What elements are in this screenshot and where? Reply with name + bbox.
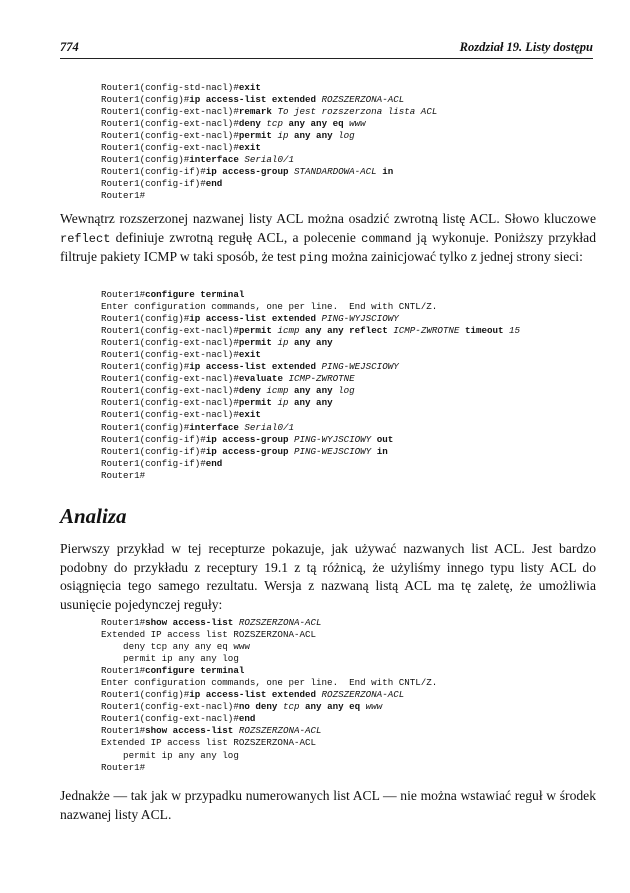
- code-command: deny: [238, 385, 267, 397]
- code-line: [101, 629, 437, 641]
- code-line: [101, 641, 437, 653]
- code-command: exit: [238, 409, 261, 421]
- code-line: [101, 385, 520, 397]
- code-line: [101, 434, 520, 446]
- inline-keyword: command: [361, 231, 412, 246]
- code-line: [101, 701, 437, 713]
- code-argument: ip: [277, 130, 294, 142]
- code-line: [101, 337, 520, 349]
- code-command: exit: [238, 142, 261, 154]
- code-line: [101, 737, 437, 749]
- code-line: [101, 289, 520, 301]
- code-line: [101, 470, 520, 482]
- code-line: [101, 178, 437, 190]
- code-line: [101, 373, 520, 385]
- page-header: [60, 38, 593, 59]
- code-prompt: Router1(config)#: [101, 361, 190, 373]
- code-command: in: [382, 166, 394, 178]
- code-prompt: Router1(config-std-nacl)#: [101, 82, 239, 93]
- code-prompt: Router1(config-ext-nacl)#: [101, 385, 239, 397]
- code-command: show access-list: [145, 617, 239, 628]
- code-command: end: [238, 713, 256, 725]
- code-prompt: Router1(config-ext-nacl)#: [101, 130, 239, 142]
- code-argument: www: [365, 701, 383, 713]
- code-command: in: [376, 445, 388, 457]
- code-prompt: Enter configuration commands, one per line. End with CNTL/Z.: [101, 301, 438, 313]
- code-argument: ROZSZERZONA-ACL: [321, 689, 405, 701]
- code-line: [101, 118, 437, 130]
- code-command: out: [376, 433, 394, 445]
- code-prompt: Router1(config-ext-nacl)#: [101, 397, 239, 409]
- code-line: [101, 725, 437, 737]
- code-line: [101, 190, 437, 202]
- code-block-2: [101, 289, 520, 482]
- code-prompt: Router1(config)#: [101, 94, 190, 106]
- inline-keyword: reflect: [60, 231, 111, 246]
- code-argument: PING-WEJSCIOWY: [293, 445, 377, 457]
- code-argument: ICMP-ZWROTNE: [393, 325, 465, 337]
- code-command: end: [205, 178, 223, 190]
- code-argument: log: [338, 385, 355, 397]
- code-prompt: Router1#: [101, 289, 146, 300]
- code-command: permit: [238, 337, 278, 349]
- code-prompt: Router1(config-if)#: [101, 445, 206, 457]
- code-command: any any: [294, 385, 339, 397]
- code-command: timeout: [464, 325, 510, 337]
- code-prompt: Router1(config-ext-nacl)#: [101, 118, 239, 130]
- paragraph-text: Wewnątrz rozszerzonej nazwanej listy ACL można osadzić zwrotną listę ACL. Słowo kluczowe: [60, 211, 596, 226]
- code-command: any any: [294, 337, 333, 349]
- code-prompt: Router1(config)#: [101, 154, 190, 166]
- code-argument: www: [349, 118, 366, 130]
- code-prompt: Router1(config-ext-nacl)#: [101, 325, 239, 337]
- code-argument: tcp: [282, 701, 306, 713]
- code-line: [101, 458, 520, 470]
- code-command: no deny: [238, 701, 283, 713]
- paragraph-note: Jednakże — tak jak w przypadku numerowanych list ACL — nie można wstawiać reguł w środek nazwanej listy ACL.: [60, 788, 596, 822]
- code-prompt: Router1(config)#: [101, 421, 190, 433]
- code-prompt: Router1#: [101, 190, 146, 202]
- code-argument: log: [338, 130, 355, 142]
- code-prompt: Router1#: [101, 725, 146, 737]
- code-block-3: [101, 617, 437, 774]
- code-argument: STANDARDOWA-ACL: [293, 166, 383, 178]
- code-command: exit: [238, 82, 261, 93]
- code-prompt: Router1#: [101, 665, 146, 677]
- code-line: [101, 313, 520, 325]
- code-command: any any eq: [288, 118, 350, 130]
- inline-keyword: ping: [299, 251, 329, 266]
- code-prompt: Router1(config-if)#: [101, 433, 206, 445]
- code-command: ip access-list extended: [189, 361, 322, 373]
- code-prompt: Router1(config-ext-nacl)#: [101, 106, 239, 118]
- code-line: [101, 166, 437, 178]
- code-argument: icmp: [277, 325, 306, 337]
- code-prompt: Router1(config-ext-nacl)#: [101, 337, 239, 349]
- code-prompt: Router1(config-ext-nacl)#: [101, 409, 239, 421]
- code-argument: 15: [509, 325, 521, 337]
- code-line: [101, 82, 437, 94]
- code-command: any any: [294, 397, 333, 409]
- code-command: evaluate: [238, 373, 289, 385]
- code-line: [101, 325, 520, 337]
- paragraph-text: definiuje zwrotną regułę ACL, a polecenie: [110, 229, 362, 245]
- code-command: ip access-list extended: [189, 689, 322, 701]
- code-command: any any eq: [305, 701, 366, 713]
- code-line: [101, 130, 437, 142]
- code-prompt: permit ip any any log: [101, 653, 239, 665]
- code-line: [101, 750, 437, 762]
- code-argument: ip: [277, 337, 294, 349]
- code-prompt: Router1(config-if)#: [101, 457, 206, 469]
- code-line: [101, 349, 520, 361]
- code-line: [101, 409, 520, 421]
- code-argument: tcp: [266, 118, 289, 130]
- paragraph-text: ją wykonuje. Poniższy przykład filtruje pakiety ICMP w taki sposób, że test: [60, 229, 596, 265]
- code-command: end: [205, 457, 223, 469]
- code-line: [101, 665, 437, 677]
- code-line: [101, 106, 437, 118]
- code-argument: PING-WEJSCIOWY: [321, 361, 399, 373]
- code-line: [101, 762, 437, 774]
- code-line: [101, 397, 520, 409]
- code-prompt: Router1(config)#: [101, 313, 190, 325]
- code-command: configure terminal: [145, 289, 245, 300]
- code-argument: ROZSZERZONA-ACL: [321, 94, 405, 106]
- code-line: [101, 713, 437, 725]
- code-command: ip access-list extended: [189, 313, 322, 325]
- code-block-1: [101, 82, 437, 202]
- code-command: permit: [238, 325, 278, 337]
- code-argument: ICMP-ZWROTNE: [288, 373, 355, 385]
- code-command: remark: [238, 106, 278, 118]
- code-command: permit: [238, 130, 278, 142]
- code-command: deny: [238, 118, 267, 130]
- paragraph-text: można zainicjować tylko z jednej strony sieci:: [328, 249, 583, 265]
- code-prompt: Router1#: [101, 469, 146, 481]
- code-prompt: Extended IP access list ROZSZERZONA-ACL: [101, 737, 317, 749]
- code-prompt: Router1(config)#: [101, 689, 190, 701]
- code-argument: PING-WYJSCIOWY: [321, 313, 399, 325]
- code-command: ip access-group: [205, 433, 294, 445]
- paragraph-analysis: Pierwszy przykład w tej recepturze pokazuje, jak używać nazwanych list ACL. Jest bardzo podobny do przykładu z receptury 19.1 z tą różnicą, że użyliśmy innego typu listy ACL do osiągnięcia tego samego rezultatu. Wersja z nazwaną listą ACL ma tę zaletę, że umożliwia usunięcie pojedynczej reguły:: [60, 541, 596, 612]
- code-prompt: Router1(config-ext-nacl)#: [101, 349, 239, 361]
- code-line: [101, 361, 520, 373]
- section-title: Analiza: [60, 504, 127, 528]
- code-command: ip access-group: [205, 166, 294, 178]
- code-command: interface: [189, 421, 245, 433]
- code-line: [101, 94, 437, 106]
- code-command: exit: [238, 349, 261, 361]
- paragraph-reflect: [60, 210, 596, 268]
- code-prompt: Router1#: [101, 761, 146, 773]
- code-line: [101, 422, 520, 434]
- code-line: [101, 301, 520, 313]
- code-argument: Serial0/1: [244, 421, 294, 433]
- code-prompt: Router1#: [101, 617, 146, 628]
- code-line: [101, 617, 437, 629]
- running-head: Rozdział 19. Listy dostępu: [459, 40, 593, 54]
- code-prompt: Router1(config-ext-nacl)#: [101, 713, 239, 725]
- code-line: [101, 446, 520, 458]
- code-line: [101, 689, 437, 701]
- code-argument: To jest rozszerzona lista ACL: [277, 106, 438, 118]
- code-prompt: permit ip any any log: [101, 749, 239, 761]
- code-command: any any reflect: [305, 325, 394, 337]
- code-prompt: Router1(config-ext-nacl)#: [101, 701, 239, 713]
- code-prompt: Router1(config-if)#: [101, 178, 206, 190]
- code-command: show access-list: [145, 725, 239, 737]
- page-number: 774: [60, 40, 79, 54]
- code-command: permit: [238, 397, 278, 409]
- code-argument: Serial0/1: [244, 154, 294, 166]
- code-argument: ROZSZERZONA-ACL: [238, 725, 322, 737]
- code-prompt: Enter configuration commands, one per line. End with CNTL/Z.: [101, 677, 438, 689]
- code-command: configure terminal: [145, 665, 245, 677]
- code-command: ip access-group: [205, 445, 294, 457]
- code-line: [101, 142, 437, 154]
- code-argument: PING-WYJSCIOWY: [293, 433, 377, 445]
- code-prompt: Router1(config-if)#: [101, 166, 206, 178]
- code-argument: ip: [277, 397, 294, 409]
- code-prompt: Extended IP access list ROZSZERZONA-ACL: [101, 629, 317, 641]
- code-command: ip access-list extended: [189, 94, 322, 106]
- code-line: [101, 653, 437, 665]
- code-argument: icmp: [266, 385, 294, 397]
- code-prompt: Router1(config-ext-nacl)#: [101, 142, 239, 154]
- code-prompt: deny tcp any any eq www: [101, 641, 250, 653]
- code-line: [101, 154, 437, 166]
- code-prompt: Router1(config-ext-nacl)#: [101, 373, 239, 385]
- code-command: interface: [189, 154, 245, 166]
- code-line: [101, 677, 437, 689]
- code-argument: ROZSZERZONA-ACL: [238, 617, 322, 628]
- code-command: any any: [294, 130, 339, 142]
